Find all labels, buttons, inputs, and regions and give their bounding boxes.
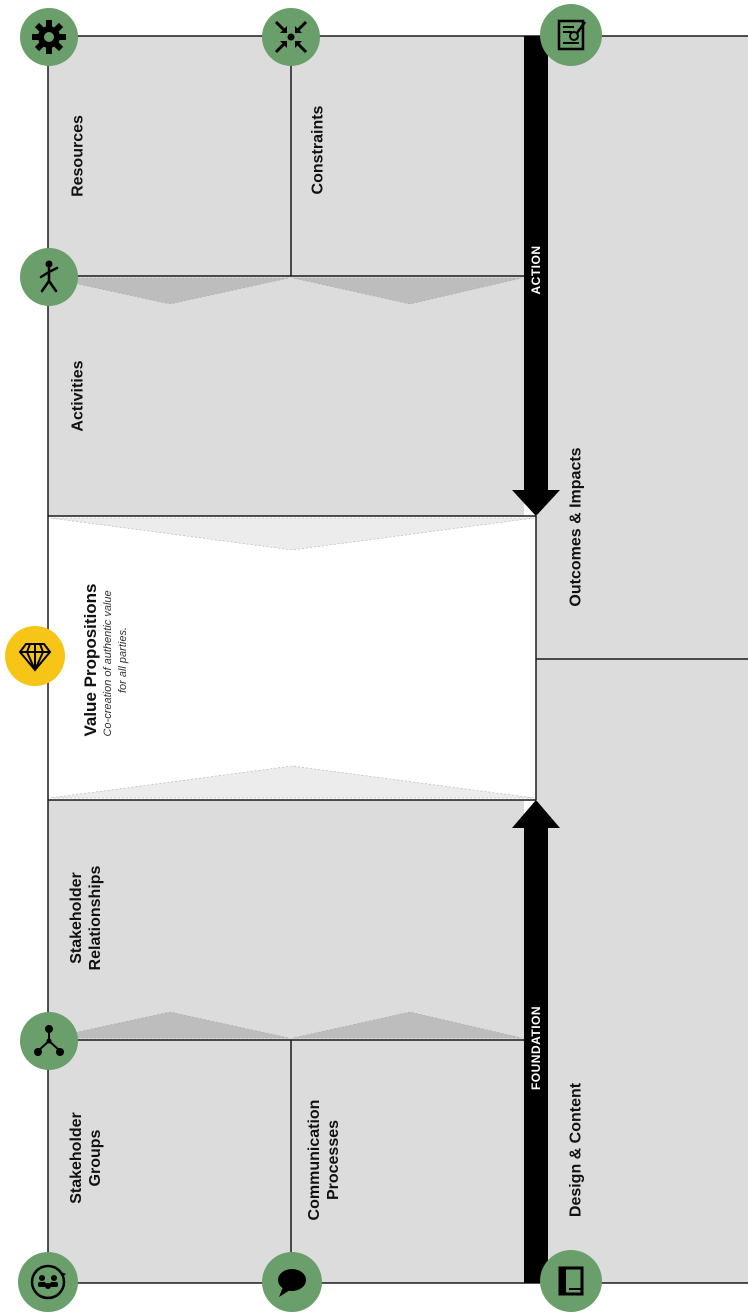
communication-processes-line1: Communication bbox=[305, 1099, 323, 1221]
design-content-label: Design & Content bbox=[567, 1082, 585, 1218]
outcomes-impacts-label: Outcomes & Impacts bbox=[567, 447, 585, 607]
stakeholder-groups-line1: Stakeholder bbox=[67, 1112, 85, 1204]
resources-label: Resources bbox=[69, 115, 87, 197]
report-icon bbox=[540, 4, 602, 66]
stakeholder-relationships-line2: Relationships bbox=[87, 865, 104, 971]
stakeholder-relationships-line1: Stakeholder bbox=[67, 872, 85, 964]
book-icon bbox=[540, 1250, 602, 1312]
value-propositions-title: Value Propositions bbox=[80, 583, 100, 737]
activities-label: Activities bbox=[69, 360, 87, 432]
communication-processes-line2: Processes bbox=[325, 1119, 342, 1201]
compress-arrows-icon bbox=[262, 8, 320, 66]
value-propositions-subtitle-1: Co-creation of authentic value bbox=[102, 590, 115, 737]
activities-panel bbox=[48, 276, 524, 516]
network-nodes-icon bbox=[20, 1012, 78, 1070]
stakeholder-groups-line2: Groups bbox=[87, 1129, 104, 1187]
people-cycle-icon bbox=[18, 1252, 78, 1312]
gear-icon bbox=[20, 8, 78, 66]
stakeholder-relationships-panel bbox=[48, 800, 524, 1040]
value-propositions-subtitle-2: for all parties. bbox=[117, 626, 130, 694]
constraints-label: Constraints bbox=[309, 105, 327, 195]
communication-processes-label bbox=[305, 1100, 343, 1221]
stakeholder-groups-label bbox=[67, 1112, 105, 1204]
value-propositions-block bbox=[81, 583, 131, 736]
action-label: ACTION bbox=[529, 245, 543, 295]
diamond-icon bbox=[5, 626, 65, 686]
foundation-label: FOUNDATION bbox=[529, 1005, 543, 1091]
speech-bubble-icon bbox=[262, 1252, 322, 1312]
walking-person-icon bbox=[20, 248, 78, 306]
stakeholder-relationships-label bbox=[67, 866, 105, 971]
